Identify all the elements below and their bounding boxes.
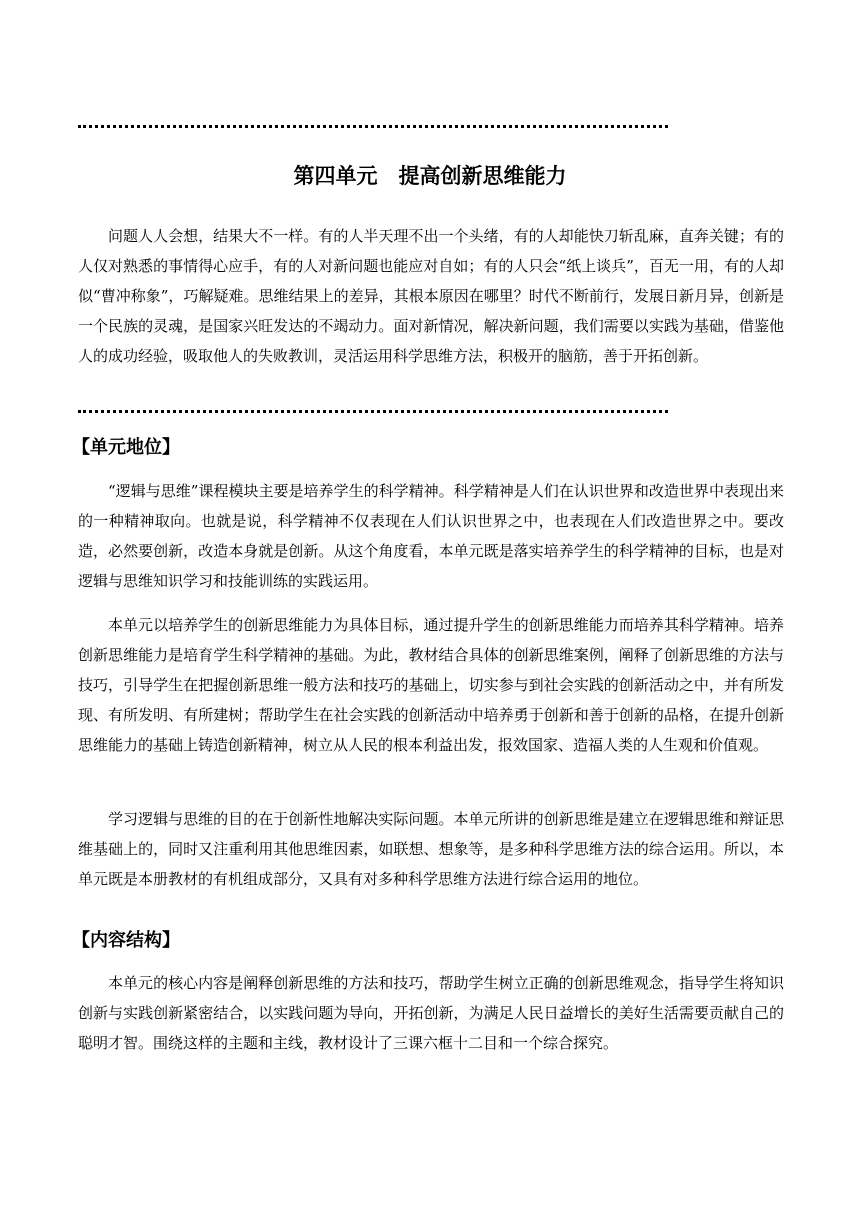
paragraph: 本单元的核心内容是阐释创新思维的方法和技巧，帮助学生树立正确的创新思维观念，指导学生将知识创新与实践创新紧密结合，以实践问题为导向，开拓创新，为满足人民日益增长的美好生活需要贡献自己的聪明才智。围绕这样的主题和主线，教材设计了三课六框十二目和一个综合探究。 [78, 974, 784, 1052]
dotted-divider-bottom [78, 410, 668, 413]
dotted-divider-top [78, 125, 668, 128]
intro-paragraph: 问题人人会想，结果大不一样。有的人半天理不出一个头绪，有的人却能快刀斩乱麻，直奔关键；有的人仅对熟悉的事情得心应手，有的人对新问题也能应对自如；有的人只会“纸上谈兵”，百无一用，有的人却似“曹冲称象”，巧解疑难。思维结果上的差异，其根本原因在哪里？时代不断前行，发展日新月异，创新是一个民族的灵魂，是国家兴旺发达的不竭动力。面对新情况，解决新问题，我们需要以实践为基础，借鉴他人的成功经验，吸取他人的失败教训，灵活运用科学思维方法，积极开的脑筋，善于开拓创新。 [78, 227, 784, 365]
page-title: 第四单元 提高创新思维能力 [293, 164, 567, 189]
paragraph: 学习逻辑与思维的目的在于创新性地解决实际问题。本单元所讲的创新思维是建立在逻辑思维和辩证思维基础上的，同时又注重利用其他思维因素，如联想、想象等，是多种科学思维方法的综合运用。所以，本单元既是本册教材的有机组成部分，又具有对多种科学思维方法进行综合运用的地位。 [78, 810, 784, 888]
paragraph: 本单元以培养学生的创新思维能力为具体目标，通过提升学生的创新思维能力而培养其科学精神。培养创新思维能力是培育学生科学精神的基础。为此，教材结合具体的创新思维案例，阐释了创新思维的方法与技巧，引导学生在把握创新思维一般方法和技巧的基础上，切实参与到社会实践的创新活动之中，并有所发现、有所发明、有所建树；帮助学生在社会实践的创新活动中培养勇于创新和善于创新的品格，在提升创新思维能力的基础上铸造创新精神，树立从人民的根本利益出发，报效国家、造福人类的人生观和价值观。 [78, 616, 784, 754]
section-heading-content-structure: 【内容结构】 [72, 930, 180, 951]
section-heading-unit-position: 【单元地位】 [72, 437, 180, 458]
paragraph: “逻辑与思维”课程模块主要是培养学生的科学精神。科学精神是人们在认识世界和改造世界中表现出来的一种精神取向。也就是说，科学精神不仅表现在人们认识世界之中，也表现在人们改造世界之中。要改造，必然要创新，改造本身就是创新。从这个角度看，本单元既是落实培养学生的科学精神的目标，也是对逻辑与思维知识学习和技能训练的实践运用。 [78, 482, 784, 590]
